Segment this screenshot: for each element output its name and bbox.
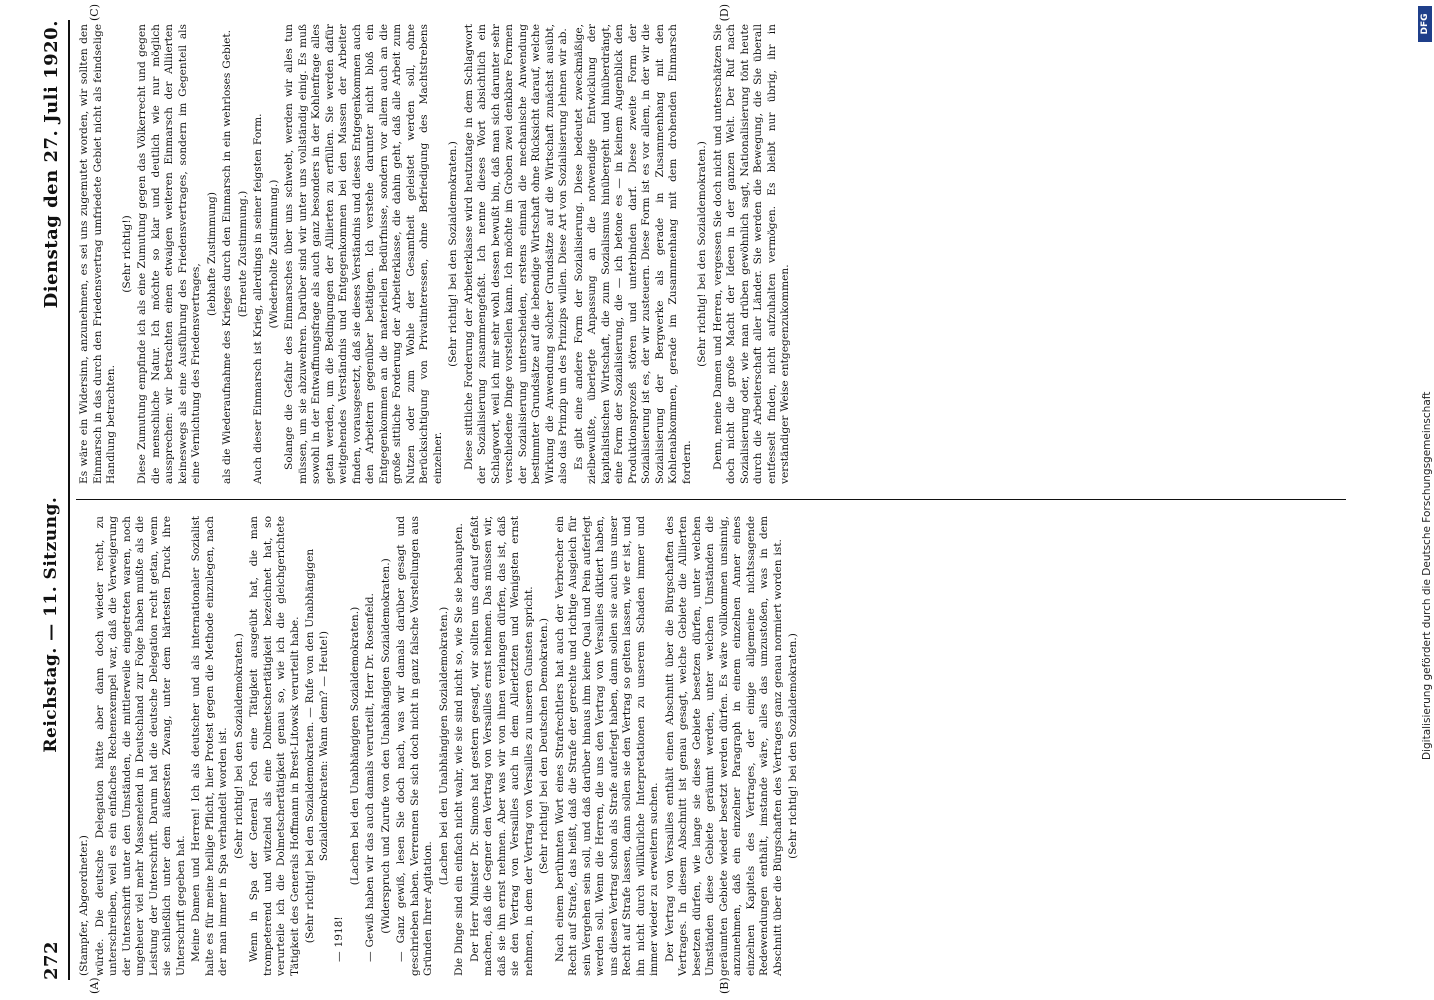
session-title: Reichstag. — 11. Sitzung.	[41, 496, 61, 753]
marker-d: (D)	[718, 4, 731, 22]
right-paragraph: Diese sittliche Forderung der Arbeiterklasse wird heutzutage in dem Schlagwort der Sozialisierung zusammengefaßt. Ich nenne dieses Wort absichtlich ein Schlagwort, weil ich mir sehr wohl dessen bewußt bin, daß man sich darunter sehr verschiedene Dinge vorstellen kann. Ich möchte im Groben zwei denkbare Formen der Sozialisierung unterscheiden, erstens einmal die mechanische Anwendung bestimmter Grundsätze auf die lebendige Wirtschaft ohne Rücksicht darauf, welche Wirkung die Anwendung solcher Grundsätze auf die Wirtschaft zunächst ausübt, also das Prinzip um des Prinzips willen. Diese Art von Sozialisierung lehnen wir ab.	[462, 24, 569, 484]
right-paragraph: (Wiederholte Zustimmung.)	[267, 179, 280, 329]
left-paragraph: (Sehr richtig! bei den Sozialdemokraten. — Rufe von den Unabhängigen Sozialdemokraten: Wann denn? — Heute!)	[304, 548, 330, 944]
right-paragraph: Es wäre ein Widersinn, anzunehmen, es sei uns zugemutet worden, wir sollten den Einmarsch in das durch den Friedensvertrag umfriedete Gebiet nicht als feindselige Handlung betrachten.	[78, 24, 117, 484]
marker-b: (B)	[718, 977, 731, 994]
left-paragraph: — Gewiß haben wir das auch damals verurteilt, Herr Dr. Rosenfeld.	[364, 593, 376, 962]
right-paragraph: (Erneute Zustimmung.)	[236, 190, 249, 318]
right-paragraph: Auch dieser Einmarsch ist Krieg, allerdings in seiner feigsten Form.	[252, 113, 264, 484]
left-paragraph: (Stampfer, Abgeordneter.)	[78, 835, 90, 976]
left-paragraph: Nach einem berühmten Wort eines Strafrechtlers hat auch der Verbrecher ein Recht auf Strafe, das heißt, daß die Strafe der gerechte und richtige Ausgleich für sein Vergehen sein soll, und daß darüber hinaus ihm keine Qual und Pein auferlegt werden soll. Wenn die Herren, die uns den Vertrag von Versailles diktiert haben, uns diesen Vertrag schon als Strafe auferlegt haben, dann sollen sie auch uns unser Recht auf Strafe lassen, dann sollen sie den Vertrag so gelten lassen, wie er ist, und ihn nicht durch willkürliche Interpretationen zu unserem Schaden immer und immer wieder zu erweitern suchen.	[553, 516, 660, 976]
left-paragraph: (Sehr richtig! bei den Sozialdemokraten.)	[787, 633, 799, 859]
right-paragraph: Es gibt eine andere Form der Sozialisierung. Diese bedeutet zweckmäßige, zielbewußte, überlegte Anpassung an die notwendige Entwicklung der kapitalistischen Wirtschaft, die zum Sozialismus hinübergeht und hinüberdrängt, eine Form der Sozialisierung, die — ich betone es — in keinem Augenblick den Produktionsprozeß stören und unterbinden darf. Diese zweite Form der Sozialisierung ist es, der wir zusteuern. Diese Form ist es vor allem, in der wir die Sozialisierung der Bergwerke als gerade in Zusammenhang mit den Kohlenabkommen, gerade im Zusammenhang mit dem drohenden Einmarsch fordern.	[572, 24, 693, 484]
header-rule	[68, 20, 70, 980]
page-number: 272	[40, 940, 62, 980]
right-paragraph: Diese Zumutung empfinde ich als eine Zumutung gegen das Völkerrecht und gegen die menschliche Natur. Ich möchte so klar und deutlich wie nur möglich aussprechen: wir betrachten einen etwaigen weiteren Einmarsch der Alliierten keineswegs als eine Ausführung des Friedensvertrages, sondern im Gegenteil als eine Vernichtung des Friedensvertrages,	[136, 24, 202, 484]
right-paragraph: (lebhafte Zustimmung)	[205, 192, 218, 316]
column-divider	[76, 499, 1346, 500]
right-paragraph: als die Wiederaufnahme des Krieges durch den Einmarsch in ein wehrloses Gebiet.	[221, 29, 233, 484]
left-paragraph: (Sehr richtig! bei den Deutschen Demokraten.)	[538, 617, 550, 875]
right-paragraph: Solange die Gefahr des Einmarsches über uns schwebt, werden wir alles tun müssen, um sie abzuwehren. Darüber sind wir unter uns vollständig einig. Es muß sowohl in der Entwaffnungsfrage als auch ganz besonders in der Kohlenfrage alles getan werden, um die Bedingungen der Alliierten zu erfüllen. Sie werden dafür weitgehendes Verständnis und Entgegenkommen bei den Massen der Arbeiter finden, vorausgesetzt, daß sie dieses Verständnis und dieses Entgegenkommen auch den Arbeitern gegenüber betätigen. Ich verstehe darunter nicht bloß ein Entgegenkommen an die materiellen Bedürfnisse, sondern vor allem auch an die große sittliche Forderung der Arbeiterklasse, die dahin geht, daß alle Arbeit zum Nutzen oder zum Wohle der Gesamtheit geleistet werden soll, ohne Berücksichtigung von Privatinteressen, ohne Befriedigung des Machtstrebens einzelner.	[283, 24, 444, 484]
left-paragraph: — Ganz gewiß, lesen Sie doch nach, was wir damals darüber gesagt und geschrieben haben. Verrennen Sie sich doch nicht in ganz falsche Vorstellungen aus Gründen Ihrer Agitation.	[395, 516, 434, 976]
page-inner	[38, 4, 1358, 994]
left-paragraph: (Lachen bei den Unabhängigen Sozialdemokraten.)	[348, 606, 361, 886]
session-date: Dienstag den 27. Juli 1920.	[40, 20, 62, 309]
page-header	[38, 20, 64, 980]
right-paragraph: (Sehr richtig! bei den Sozialdemokraten.)	[447, 141, 459, 367]
dfg-logo	[1418, 6, 1432, 42]
left-paragraph: Meine Damen und Herren! Ich als deutscher und als internationaler Sozialist halte es für meine heilige Pflicht, hier Protest gegen die Methode einzulegen, nach der man immer in Spa verhandelt worden ist.	[190, 516, 229, 976]
right-column	[78, 4, 795, 484]
right-paragraph: (Sehr richtig!)	[120, 215, 133, 293]
left-paragraph: (Sehr richtig! bei den Sozialdemokraten.)	[232, 633, 245, 859]
digitization-note-text: Digitalisierung gefördert durch die Deutsche Forschungsgemeinschaft	[1421, 391, 1433, 760]
left-column	[78, 516, 803, 994]
left-paragraph: Der Vertrag von Versailles enthält einen Abschnitt über die Bürgschaften des Vertrages. In diesem Abschnitt ist genau gesagt, welche Gebiete die Alliierten besetzen dürfen, wie lange sie diese Gebiete besetzen dürfen, unter welchen Umständen diese Gebiete geräumt werden, unter welchen Umständen die geräumten Gebiete wieder besetzt werden dürfen. Es wäre vollkommen unsinnig, anzunehmen, daß ein einzelner Paragraph in einem einzelnen Anner eines einzelnen Kapitels des Vertrages, der einige allgemeine nichtssagende Redewendungen enthält, imstande wäre, alles das umzustoßen, was in dem Abschnitt über die Bürgschaften des Vertrages ganz genau normiert worden ist.	[663, 516, 784, 976]
left-paragraph: (Widerspruch und Zurufe von den Unabhängigen Sozialdemokraten.)	[379, 558, 392, 934]
marker-c: (C)	[88, 4, 101, 21]
left-paragraph: Der Herr Minister Dr. Simons hat gestern gesagt, wir sollten uns darauf gefaßt machen, daß die Gegner den Vertrag von Versailles ernst nehmen. Das müssen wir, daß sie ihn ernst nehmen. Aber was wir von ihnen verlangen dürfen, das ist, daß sie den Vertrag von Versailles auch in dem Allerletzten und Wenigsten ernst nehmen, in dem der Vertrag von Versailles zu unseren Gunsten spricht.	[468, 516, 535, 976]
digitization-note	[1416, 0, 1434, 1000]
marker-a: (A)	[88, 977, 101, 994]
dfg-logo-text: DFG	[1420, 13, 1430, 35]
left-paragraph: Wenn in Spa der General Foch eine Tätigkeit ausgeübt hat, die man trompeterend und witzelnd als eine Dolmetschertätigkeit bezeichnet hat, so verurteile ich die Dolmetschertätigkeit genau so, wie ich die gleichgerichtete Tätigkeit des Generals Hoffmann in Brest-Litowsk verurteilt habe.	[248, 516, 301, 976]
left-paragraph: würde. Die deutsche Delegation hätte aber dann doch wieder recht, zu unterschreiben, weil es ein einfaches Rechenexempel war, daß die Verweigerung der Unterschrift unter den Umständen, die mittlerweile eingetreten waren, noch ungeheuer viel mehr Massenelend in Deutschland zur Folge haben mußte als die Leistung der Unterschrift. Darum hat die deutsche Delegation recht getan, wenn sie schließlich unter dem äußersten Zwang, unter dem härtesten Druck ihre Unterschrift gegeben hat.	[93, 516, 187, 976]
left-paragraph: Die Dinge sind ein einfach nicht wahr, wie sie sind nicht so, wie Sie sie behaupten.	[453, 523, 465, 976]
right-paragraph: (Sehr richtig! bei den Sozialdemokraten.)	[696, 141, 708, 367]
left-paragraph: — 1918!	[333, 916, 345, 962]
left-paragraph: (Lachen bei den Unabhängigen Sozialdemokraten.)	[437, 606, 450, 886]
right-paragraph: Denn, meine Damen und Herren, vergessen Sie doch nicht und unterschätzen Sie doch nicht die große Macht der Ideen in der ganzen Welt. Der Ruf nach Sozialisierung oder, wie man drüben gewöhnlich sagt, Nationalisierung tönt heute durch die Arbeiterschaft aller Länder. Sie werden die Bewegung, die Sie überall entfesselt finden, nicht aufzuhalten vermögen. Es bleibt nur übrig, ihr in verständiger Weise entgegenzukommen.	[711, 24, 791, 484]
